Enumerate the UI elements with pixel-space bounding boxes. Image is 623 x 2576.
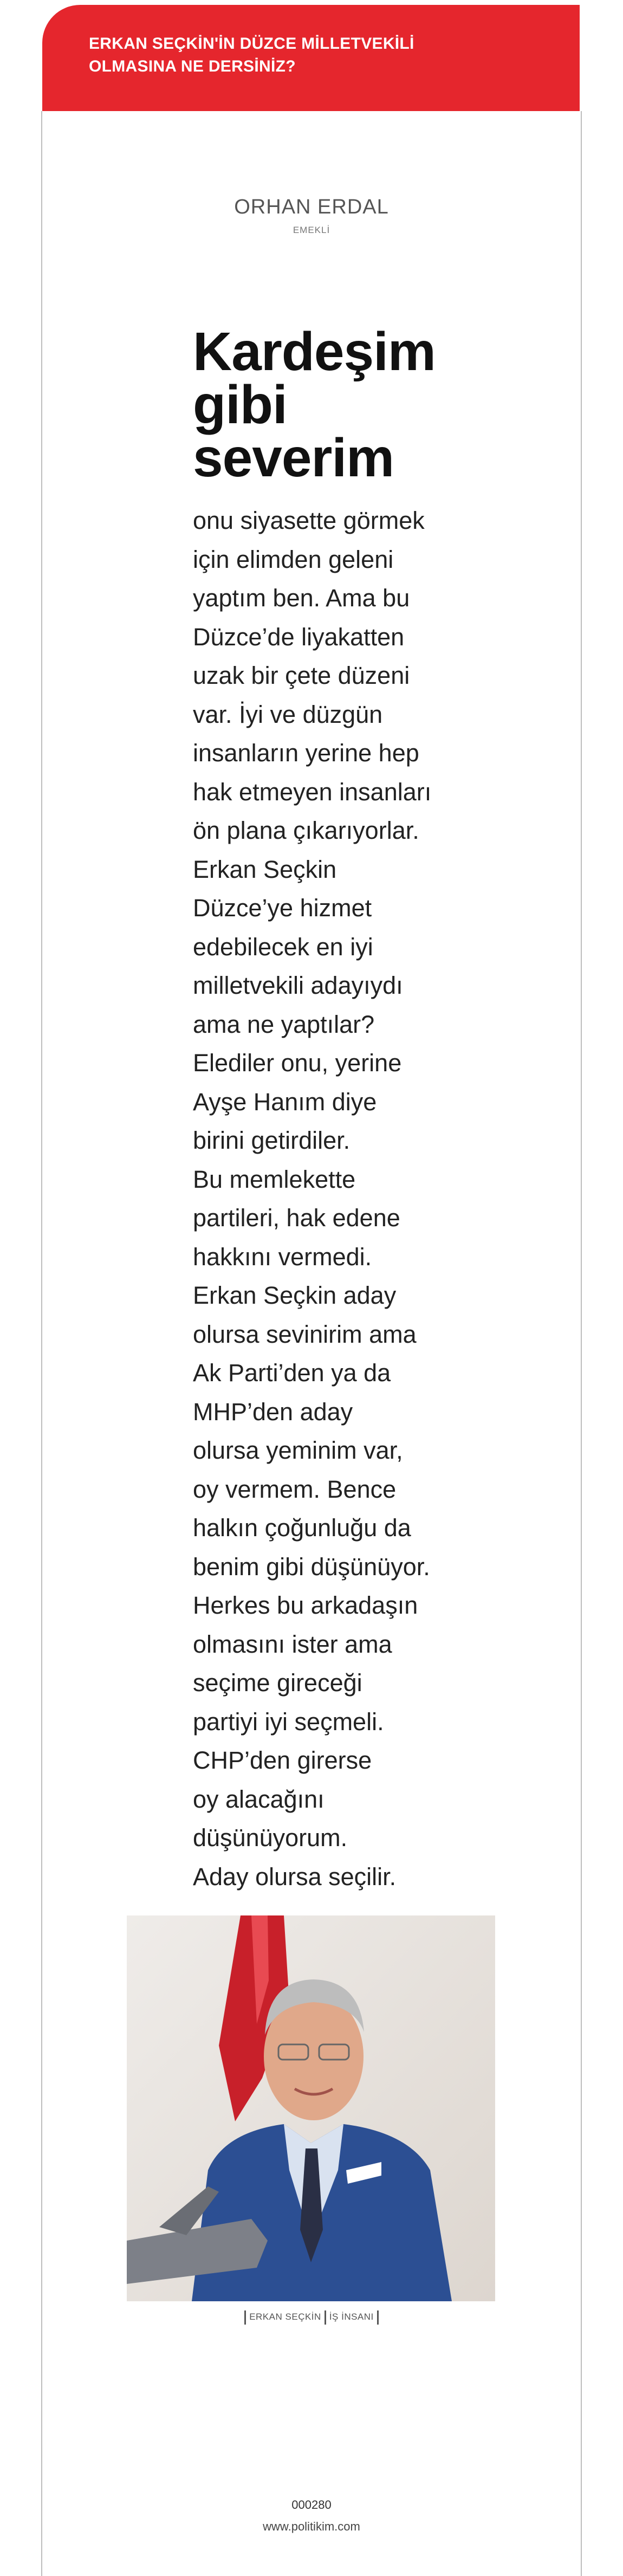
body-line: edebilecek en iyi: [193, 933, 373, 961]
banner-title-line-2: OLMASINA NE DERSİNİZ?: [89, 57, 296, 75]
banner-title-line-1: ERKAN SEÇKİN'İN DÜZCE MİLLETVEKİLİ: [89, 35, 414, 53]
body-line: MHP’den aday: [193, 1397, 353, 1426]
body-line: Düzce’ye hizmet: [193, 894, 372, 922]
body-line: olursa sevinirim ama: [193, 1320, 417, 1348]
body-line: seçime gireceği: [193, 1669, 362, 1697]
body-line: düşünüyorum.: [193, 1824, 348, 1852]
body-line: yaptım ben. Ama bu: [193, 584, 410, 612]
author-role: EMEKLİ: [293, 225, 330, 235]
body-line: Erkan Seçkin aday: [193, 1281, 397, 1309]
author-name: ORHAN ERDAL: [234, 196, 389, 218]
page-number: 000280: [291, 2498, 332, 2512]
body-line: partileri, hak edene: [193, 1204, 400, 1232]
body-line: halkın çoğunluğu da: [193, 1514, 411, 1542]
body-line: partiyi iyi seçmeli.: [193, 1707, 384, 1736]
caption-divider: [244, 2310, 246, 2325]
body-line: CHP’den girerse: [193, 1746, 372, 1774]
body-line: ön plana çıkarıyorlar.: [193, 817, 419, 844]
caption-role: İŞ İNSANI: [329, 2312, 374, 2322]
body-line: onu siyasette görmek: [193, 507, 425, 534]
body-line: uzak bir çete düzeni: [193, 662, 410, 689]
body-line: oy vermem. Bence: [193, 1475, 397, 1503]
article-body: [193, 501, 432, 1896]
body-line: milletvekili adayıydı: [193, 972, 403, 999]
body-line: benim gibi düşünüyor.: [193, 1552, 430, 1581]
body-line: Aday olursa seçilir.: [193, 1862, 397, 1891]
headline-line: Kardeşim: [193, 321, 436, 382]
header-banner: [42, 5, 580, 111]
body-line: oy alacağını: [193, 1785, 325, 1813]
body-line: birini getirdiler.: [193, 1127, 351, 1154]
photo-caption: [0, 2309, 623, 2325]
portrait-photo: [127, 1915, 495, 2301]
caption-divider: [377, 2310, 379, 2325]
body-line: Herkes bu arkadaşın: [193, 1591, 418, 1619]
body-line: Düzce’de liyakatten: [193, 623, 405, 651]
headline-line: gibi: [193, 374, 287, 435]
banner-title: [89, 33, 533, 78]
body-line: olmasını ister ama: [193, 1630, 392, 1658]
site-url[interactable]: www.politikim.com: [263, 2520, 360, 2533]
headline-line: severim: [193, 428, 394, 488]
body-line: var. İyi ve düzgün: [193, 700, 383, 728]
caption-name: ERKAN SEÇKİN: [249, 2312, 321, 2322]
body-line: hak etmeyen insanları: [193, 778, 432, 806]
body-line: Ak Parti’den ya da: [193, 1359, 391, 1387]
article-headline: [193, 321, 436, 488]
body-line: Bu memlekette: [193, 1165, 356, 1193]
body-line: hakkını vermedi.: [193, 1242, 372, 1271]
body-line: Ayşe Hanım diye: [193, 1088, 377, 1116]
body-line: Elediler onu, yerine: [193, 1049, 402, 1077]
body-line: insanların yerine hep: [193, 739, 419, 767]
body-line: ama ne yaptılar?: [193, 1010, 375, 1038]
body-line: Erkan Seçkin: [193, 855, 337, 883]
portrait-illustration: [127, 1915, 495, 2301]
caption-divider: [325, 2310, 326, 2325]
body-line: için elimden geleni: [193, 545, 394, 573]
body-line: olursa yeminim var,: [193, 1436, 403, 1464]
